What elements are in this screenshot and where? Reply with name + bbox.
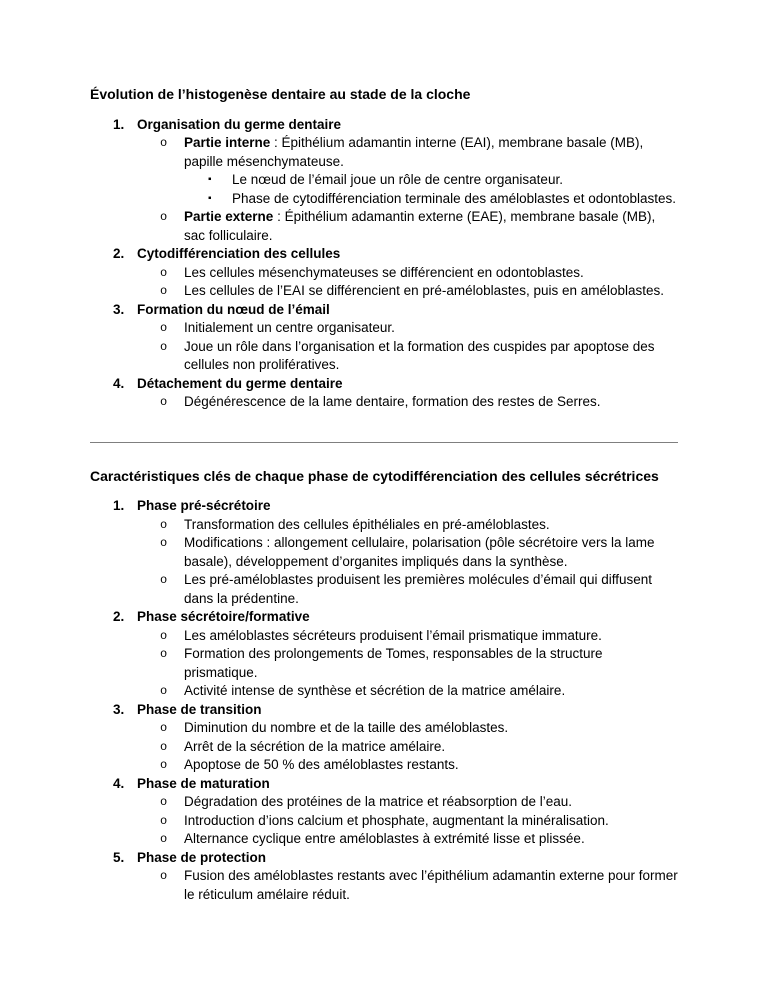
list-item-text: Transformation des cellules épithéliales en pré-améloblastes. — [184, 516, 550, 532]
list-item — [90, 190, 678, 209]
list-item — [90, 264, 678, 283]
list-item — [90, 208, 678, 245]
bullet-circle-icon: o — [160, 832, 168, 846]
bullet-circle-icon: o — [160, 210, 168, 224]
list-item — [90, 849, 678, 868]
list-number: 4. — [113, 375, 125, 391]
bullet-square-icon: ▪ — [208, 174, 212, 185]
list-item — [90, 319, 678, 338]
bullet-circle-icon: o — [160, 395, 168, 409]
list-item-lead: Partie interne — [184, 135, 271, 150]
list-item-text — [184, 208, 678, 245]
list-item-text — [184, 134, 678, 171]
list-item — [90, 812, 678, 831]
list-item — [90, 682, 678, 701]
bullet-circle-icon: o — [160, 321, 168, 335]
list-item — [90, 116, 678, 135]
list-item — [90, 719, 678, 738]
list-item — [90, 775, 678, 794]
list-item-text: Diminution du nombre et de la taille des améloblastes. — [184, 720, 509, 735]
bullet-circle-icon: o — [160, 684, 168, 698]
list-number: 3. — [113, 301, 125, 317]
list-item — [90, 571, 678, 608]
list-item-title: Phase pré-sécrétoire — [137, 498, 271, 513]
bullet-circle-icon: o — [160, 136, 168, 150]
list-item-text: Les améloblastes sécréteurs produisent l’émail prismatique immature. — [184, 627, 602, 643]
list-item-title: Phase de transition — [137, 701, 262, 717]
list-item — [90, 516, 678, 535]
bullet-circle-icon: o — [160, 813, 168, 828]
list-item — [90, 701, 678, 720]
list-number: 3. — [113, 701, 125, 717]
bullet-circle-icon: o — [160, 795, 168, 809]
list-item-text: Le nœud de l’émail joue un rôle de centre organisateur. — [232, 172, 563, 187]
list-item-text: Les pré-améloblastes produisent les premières molécules d’émail qui diffusent dans la prédentine. — [184, 572, 652, 606]
section-heading: Évolution de l’histogenèse dentaire au stade de la cloche — [90, 86, 471, 102]
list-item-text: Activité intense de synthèse et sécrétion de la matrice amélaire. — [184, 683, 566, 698]
list-number: 4. — [113, 775, 125, 791]
list-number: 2. — [113, 609, 125, 624]
list-item-text: Fusion des améloblastes restants avec l’épithélium adamantin externe pour former le réticulum amélaire réduit. — [184, 868, 678, 902]
list-number: 5. — [113, 849, 125, 865]
list-item — [90, 134, 678, 171]
bullet-circle-icon: o — [160, 517, 168, 532]
list-item-rest: : Épithélium adamantin interne (EAI), membrane basale (MB), papille mésenchymateuse. — [184, 135, 644, 169]
section-divider — [90, 442, 678, 443]
list-item-title: Détachement du germe dentaire — [137, 375, 343, 391]
list-item — [90, 393, 678, 412]
list-item — [90, 645, 678, 682]
list-item — [90, 301, 678, 320]
list-item — [90, 867, 678, 904]
list-number: 2. — [113, 246, 125, 261]
list-item-text: Joue un rôle dans l’organisation et la formation des cuspides par apoptose des cellules non prolifératives. — [184, 338, 655, 372]
list-item — [90, 338, 678, 375]
bullet-circle-icon: o — [160, 339, 168, 354]
bullet-circle-icon: o — [160, 265, 168, 280]
list-item-text: Alternance cyclique entre améloblastes à extrémité lisse et plissée. — [184, 831, 585, 846]
list-item — [90, 738, 678, 757]
list-item-text: Arrêt de la sécrétion de la matrice amélaire. — [184, 738, 446, 754]
list-item-text: Introduction d’ions calcium et phosphate, augmentant la minéralisation. — [184, 812, 609, 828]
list-item-title: Phase sécrétoire/formative — [137, 609, 310, 624]
bullet-circle-icon: o — [160, 647, 168, 661]
list-item-text: Dégénérescence de la lame dentaire, formation des restes de Serres. — [184, 394, 601, 409]
list-item-text: Apoptose de 50 % des améloblastes restants. — [184, 757, 459, 772]
bullet-circle-icon: o — [160, 721, 168, 735]
list-item-title: Cytodifférenciation des cellules — [137, 246, 341, 261]
list-item — [90, 756, 678, 775]
list-item — [90, 830, 678, 849]
bullet-square-icon: ▪ — [208, 192, 212, 204]
list-item-text: Modifications : allongement cellulaire, polarisation (pôle sécrétoire vers la lame basale), développement d’organites impliqués dans la synthèse. — [184, 535, 655, 569]
list-item-rest: : Épithélium adamantin externe (EAE), membrane basale (MB), sac folliculaire. — [184, 209, 656, 243]
list-item — [90, 171, 678, 190]
list-item — [90, 793, 678, 812]
list-item — [90, 282, 678, 301]
list-item-title: Phase de maturation — [137, 775, 270, 791]
section-heading: Caractéristiques clés de chaque phase de cytodifférenciation des cellules sécrétrices — [90, 467, 659, 484]
list-item-title: Formation du nœud de l’émail — [137, 301, 330, 317]
list-item-text: Les cellules mésenchymateuses se différencient en odontoblastes. — [184, 264, 584, 280]
list-item — [90, 375, 678, 394]
bullet-circle-icon: o — [160, 739, 168, 754]
list-item — [90, 608, 678, 627]
list-item-title: Phase de protection — [137, 849, 267, 865]
list-item-lead: Partie externe — [184, 209, 274, 224]
list-item-text: Phase de cytodifférenciation terminale des améloblastes et odontoblastes. — [232, 190, 677, 206]
bullet-circle-icon: o — [160, 573, 168, 587]
list-item — [90, 497, 678, 516]
list-number: 1. — [113, 498, 125, 513]
list-item — [90, 534, 678, 571]
list-item — [90, 627, 678, 646]
list-item-text: Les cellules de l’EAI se différencient en pré-améloblastes, puis en améloblastes. — [184, 283, 665, 298]
bullet-circle-icon: o — [160, 536, 168, 550]
bullet-circle-icon: o — [160, 758, 168, 772]
bullet-circle-icon: o — [160, 628, 168, 643]
list-item-text: Initialement un centre organisateur. — [184, 320, 395, 335]
list-item-title: Organisation du germe dentaire — [137, 116, 342, 132]
bullet-circle-icon: o — [160, 869, 168, 883]
list-item-text: Formation des prolongements de Tomes, responsables de la structure prismatique. — [184, 646, 603, 680]
list-item — [90, 245, 678, 264]
list-number: 1. — [113, 116, 125, 132]
bullet-circle-icon: o — [160, 284, 168, 298]
list-item-text: Dégradation des protéines de la matrice et réabsorption de l’eau. — [184, 794, 572, 809]
